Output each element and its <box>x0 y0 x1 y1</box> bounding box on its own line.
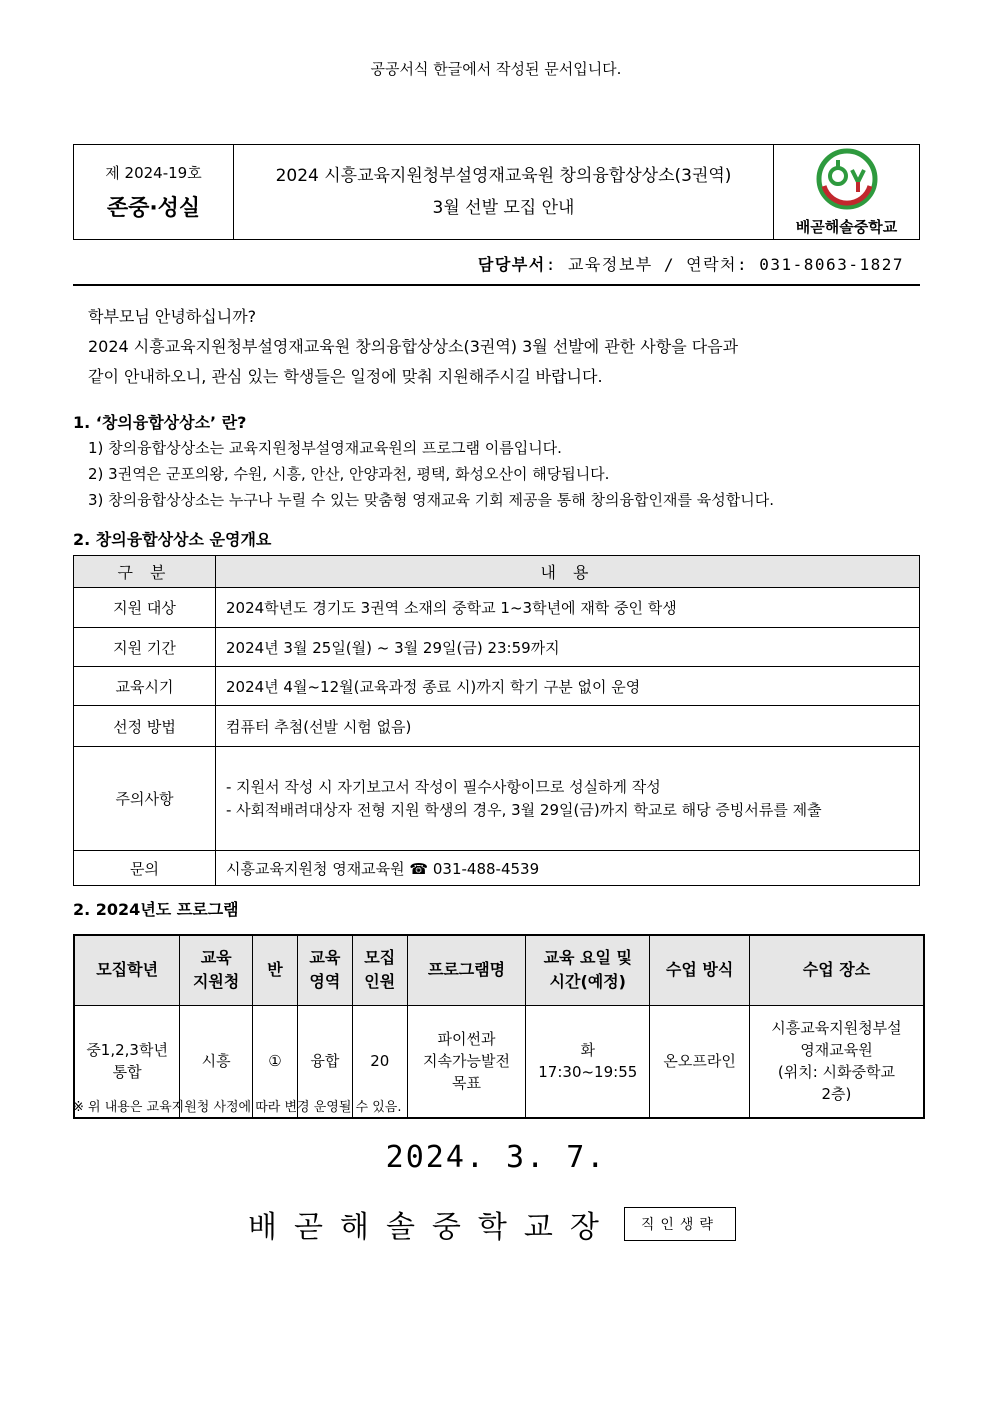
row-key: 교육시기 <box>74 667 216 706</box>
table-header: 구 분 <box>74 556 216 588</box>
table-row <box>74 747 920 851</box>
principal-signature: 배곧해솔중학교장 <box>248 1210 616 1245</box>
row-key: 지원 기간 <box>74 628 216 667</box>
document-header <box>73 144 920 240</box>
header-logo-cell <box>774 145 919 239</box>
contact-line <box>478 252 904 275</box>
list-item: - 사회적배려대상자 전형 지원 학생의 경우, 3월 29일(금)까지 학교로 해당 증빙서류를 제출 <box>226 800 822 819</box>
table-cell: 시흥 <box>180 1005 253 1118</box>
row-key: 문의 <box>74 851 216 886</box>
row-key: 선정 방법 <box>74 706 216 747</box>
section1-list <box>88 435 774 513</box>
overview-table <box>73 555 920 886</box>
list-item: 3) 창의융합상상소는 누구나 누릴 수 있는 맞춤형 영재교육 기회 제공을 통해 창의융합인재를 육성합니다. <box>88 491 774 509</box>
table-header: 프로그램명 <box>407 935 526 1005</box>
list-item: - 지원서 작성 시 자기보고서 작성이 필수사항이므로 성실하게 작성 <box>226 777 661 796</box>
footnote: ※ 위 내용은 교육지원청 사정에 따라 변경 운영될 수 있음. <box>73 1100 402 1115</box>
table-header: 교육 영역 <box>297 935 352 1005</box>
intro-body-line1: 2024 시흥교육지원청부설영재교육원 창의융합상상소(3권역) 3월 선발에 관한 사항을 다음과 <box>88 337 739 356</box>
document-title: 2024 시흥교육지원청부설영재교육원 창의융합상상소(3권역) <box>275 166 732 186</box>
table-cell: 융합 <box>297 1005 352 1118</box>
table-cell: 파이썬과 지속가능발전 목표 <box>407 1005 526 1118</box>
table-cell: 온오프라인 <box>650 1005 750 1118</box>
contact-info: : 교육정보부 / 연락처: 031-8063-1827 <box>545 255 904 274</box>
table-cell: 20 <box>352 1005 407 1118</box>
school-motto: 존중·성실 <box>106 196 201 221</box>
school-name: 배곧해솔중학교 <box>795 217 898 236</box>
signature-block <box>248 1202 736 1246</box>
document-subtitle: 3월 선발 모집 안내 <box>432 198 575 218</box>
greeting: 학부모님 안녕하십니까? <box>88 307 257 326</box>
table-header: 내 용 <box>216 556 920 588</box>
top-notice: 공공서식 한글에서 작성된 문서입니다. <box>370 60 622 78</box>
table-header: 모집 인원 <box>352 935 407 1005</box>
table-header: 수업 장소 <box>749 935 924 1005</box>
seal-omitted-box: 직인생략 <box>624 1207 736 1241</box>
document-date: 2024. 3. 7. <box>385 1140 607 1175</box>
row-key: 주의사항 <box>74 747 216 851</box>
section3-title: 2. 2024년도 프로그램 <box>73 900 239 919</box>
header-title-cell <box>234 145 774 239</box>
intro-paragraph <box>88 302 908 392</box>
table-row <box>74 628 920 667</box>
table-header: 반 <box>253 935 298 1005</box>
table-cell: 시흥교육지원청부설 영재교육원 (위치: 시화중학교 2층) <box>749 1005 924 1118</box>
row-value: 2024학년도 경기도 3권역 소재의 중학교 1~3학년에 재학 중인 학생 <box>216 588 920 628</box>
table-header: 교육 요일 및 시간(예정) <box>526 935 650 1005</box>
intro-body-line2: 같이 안내하오니, 관심 있는 학생들은 일정에 맞춰 지원해주시길 바랍니다. <box>88 367 603 386</box>
row-value: 2024년 4월~12월(교육과정 종료 시)까지 학기 구분 없이 운영 <box>216 667 920 706</box>
table-cell: ① <box>253 1005 298 1118</box>
section2-title: 2. 창의융합상상소 운영개요 <box>73 530 272 549</box>
table-cell: 중1,2,3학년 통합 <box>74 1005 180 1118</box>
table-header: 수업 방식 <box>650 935 750 1005</box>
row-value <box>216 747 920 851</box>
table-row <box>74 588 920 628</box>
notice-list <box>226 776 919 822</box>
list-item: 1) 창의융합상상소는 교육지원청부설영재교육원의 프로그램 이름입니다. <box>88 439 562 457</box>
row-value: 시흥교육지원청 영재교육원 ☎ 031-488-4539 <box>216 851 920 886</box>
table-row <box>74 851 920 886</box>
section1-title: 1. ‘창의융합상상소’ 란? <box>73 413 247 432</box>
row-key: 지원 대상 <box>74 588 216 628</box>
program-table <box>73 934 925 1119</box>
row-value: 2024년 3월 25일(월) ~ 3월 29일(금) 23:59까지 <box>216 628 920 667</box>
table-header-row <box>74 935 924 1005</box>
table-row <box>74 706 920 747</box>
list-item: 2) 3권역은 군포의왕, 수원, 시흥, 안산, 안양과천, 평택, 화성오산이 해당됩니다. <box>88 465 610 483</box>
table-cell: 화 17:30~19:55 <box>526 1005 650 1118</box>
row-value: 컴퓨터 추첨(선발 시험 없음) <box>216 706 920 747</box>
contact-dept-label: 담당부서 <box>477 255 546 274</box>
header-left-cell <box>74 145 234 239</box>
header-divider <box>73 284 920 286</box>
table-header: 모집학년 <box>74 935 180 1005</box>
school-logo-icon <box>816 148 878 210</box>
table-row <box>74 667 920 706</box>
table-header: 교육 지원청 <box>180 935 253 1005</box>
document-number: 제 2024-19호 <box>105 164 202 182</box>
